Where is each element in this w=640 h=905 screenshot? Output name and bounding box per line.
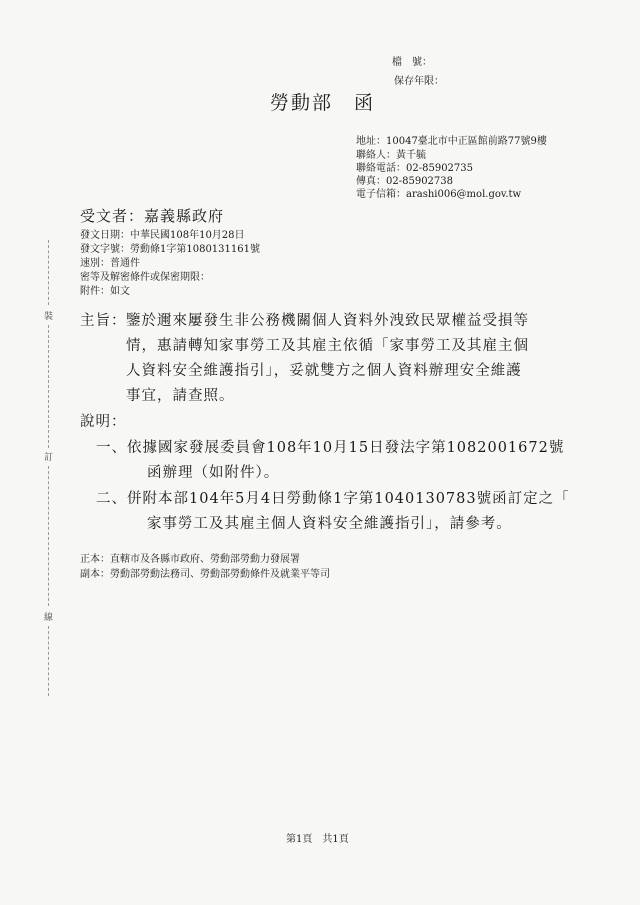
binding-dash [48, 240, 50, 305]
contact-address: 地址：10047臺北市中正區館前路77號9樓 [356, 136, 547, 147]
contact-fax: 傳真：02-85902738 [356, 176, 454, 187]
contact-phone: 聯絡電話：02-85902735 [356, 163, 474, 174]
page-number: 第1頁 共1頁 [286, 834, 349, 845]
contact-person: 聯絡人：黃千毓 [356, 150, 426, 161]
binding-mark-staple: 訂 [44, 453, 54, 463]
binding-mark-bind: 裝 [44, 312, 54, 322]
subject-line: 事宜，請查照。 [126, 388, 235, 404]
subject-line: 鑒於邇來屢發生非公務機關個人資料外洩致民眾權益受損等 [126, 313, 529, 329]
binding-dash [48, 626, 50, 696]
main-recipients: 正本：直轄市及各縣市政府、勞動部勞動力發展署 [80, 554, 300, 565]
file-number-field: 檔 號： [392, 57, 432, 68]
explanation-item-1: 一、依據國家發展委員會108年10月15日發法字第1082001672號 [96, 440, 565, 456]
attachment-note: 附件：如文 [80, 286, 130, 297]
recipient: 受文者：嘉義縣政府 [80, 207, 225, 225]
document-number: 發文字號：勞動條1字第1080131161號 [80, 244, 260, 255]
subject-label: 主旨： [80, 313, 127, 329]
document-title: 勞動部 函 [270, 92, 376, 114]
subject-line: 情，惠請轉知家事勞工及其雇主依循「家事勞工及其雇主個 [126, 338, 529, 354]
copy-recipients: 副本：勞動部勞動法務司、勞動部勞動條件及就業平等司 [80, 569, 330, 580]
issue-date: 發文日期：中華民國108年10月28日 [80, 230, 245, 241]
retention-period-field: 保存年限： [394, 76, 444, 87]
explanation-item-2: 二、併附本部104年5月4日勞動條1字第1040130783號函訂定之「 [96, 491, 570, 507]
explanation-item-2-cont: 家事勞工及其雇主個人資料安全維護指引」，請參考。 [147, 516, 512, 532]
explanation-label: 說明： [80, 414, 127, 430]
binding-dash [48, 466, 50, 606]
subject-line: 人資料安全維護指引」，妥就雙方之個人資料辦理安全維護 [126, 363, 522, 379]
contact-email: 電子信箱：arashi006@mol.gov.tw [356, 189, 522, 200]
explanation-item-1-cont: 函辦理（如附件）。 [147, 465, 280, 481]
secrecy-level: 密等及解密條件或保密期限： [80, 272, 210, 283]
binding-dash [48, 325, 50, 448]
binding-mark-line: 線 [44, 613, 54, 623]
delivery-speed: 速別：普通件 [80, 258, 140, 269]
